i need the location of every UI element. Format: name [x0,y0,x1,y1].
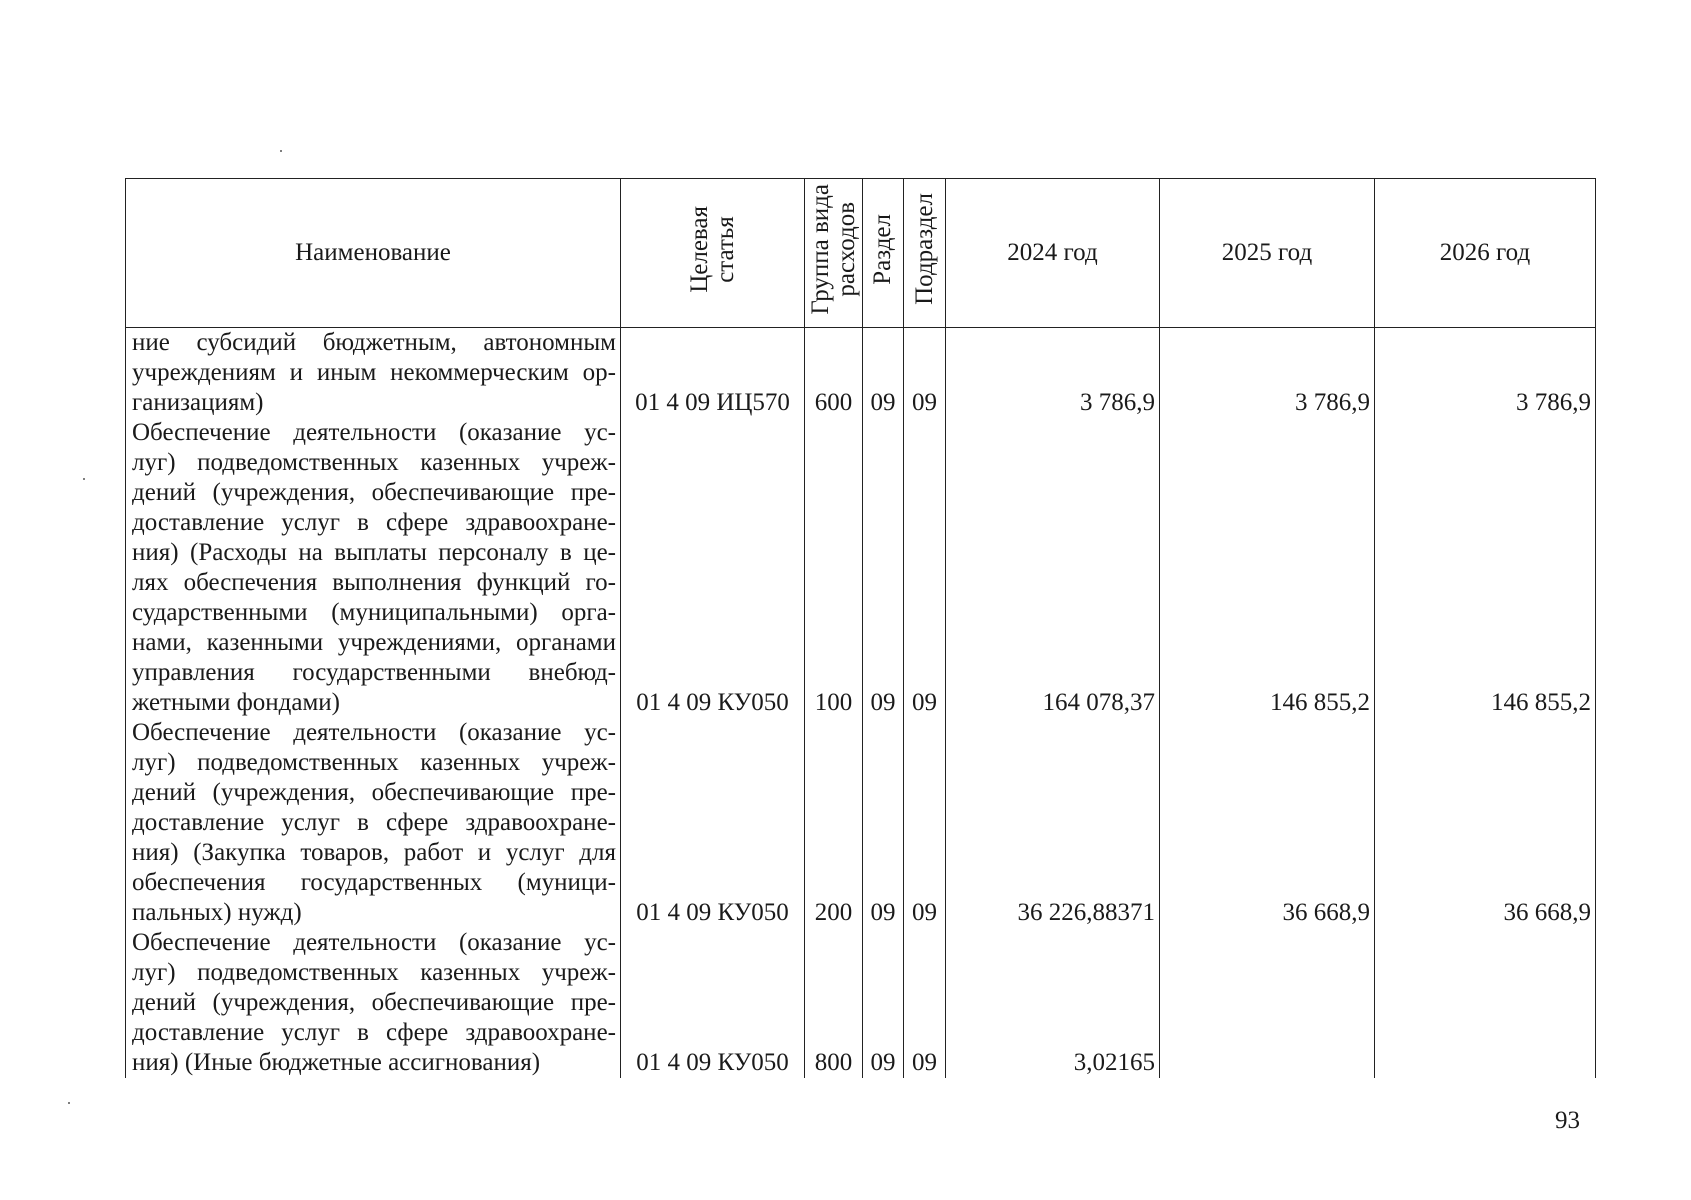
row-section: 09 [863,928,904,1078]
budget-table [125,178,1596,1078]
header-expense-group-label: Группа вида расходов [806,183,860,315]
header-name-label: Наименование [295,239,451,266]
row-section: 09 [863,328,904,419]
header-year-2025 [1160,179,1375,328]
header-expense-group [805,179,863,328]
page-number: 93 [1555,1107,1580,1134]
row-target-article: 01 4 09 КУ050 [621,418,805,718]
row-expense-group: 800 [805,928,863,1078]
row-subsection: 09 [904,418,946,718]
header-year-2024-label: 2024 год [1007,239,1098,266]
row-value-2025: 146 855,2 [1160,418,1375,718]
table-row [126,418,1596,718]
row-name: Обеспечение деятельности (оказание ус- луг) подведомственных казенных учреж- дений (учреждения, обеспечивающие пре- доставление услуг в сфере здравоохране- ния) (Закупка товаров, работ и услуг для обеспечения государственных (муници- пальных) нужд) [126,718,621,928]
row-value-2026: 3 786,9 [1375,328,1596,419]
row-value-2026: 146 855,2 [1375,418,1596,718]
row-value-2024: 36 226,88371 [946,718,1160,928]
row-target-article: 01 4 09 КУ050 [621,928,805,1078]
row-subsection: 09 [904,718,946,928]
row-name: Обеспечение деятельности (оказание ус- луг) подведомственных казенных учреж- дений (учреждения, обеспечивающие пре- доставление услуг в сфере здравоохране- ния) (Иные бюджетные ассигнования) [126,928,621,1078]
header-name [126,179,621,328]
row-section: 09 [863,718,904,928]
row-expense-group: 600 [805,328,863,419]
header-section [863,179,904,328]
row-value-2024: 3 786,9 [946,328,1160,419]
budget-table-container [125,178,1595,1078]
row-expense-group: 200 [805,718,863,928]
scan-speck [68,1102,70,1104]
row-value-2025 [1160,928,1375,1078]
row-value-2024: 164 078,37 [946,418,1160,718]
row-value-2025: 3 786,9 [1160,328,1375,419]
row-value-2024: 3,02165 [946,928,1160,1078]
row-subsection: 09 [904,928,946,1078]
row-value-2025: 36 668,9 [1160,718,1375,928]
header-subsection [904,179,946,328]
header-year-2025-label: 2025 год [1221,239,1313,266]
row-target-article: 01 4 09 ИЦ570 [621,328,805,419]
scan-speck [280,150,282,152]
table-header-row [126,179,1596,328]
scan-speck [83,478,85,480]
header-year-2026 [1375,179,1596,328]
header-year-2026-label: 2026 год [1439,239,1531,266]
row-subsection: 09 [904,328,946,419]
row-expense-group: 100 [805,418,863,718]
header-subsection-label: Подраздел [910,193,938,305]
table-row [126,718,1596,928]
row-name: ние субсидий бюджетным, автономным учреждениям и иным некоммерческим ор- ганизациям) [126,328,621,419]
row-value-2026: 36 668,9 [1375,718,1596,928]
row-target-article: 01 4 09 КУ050 [621,718,805,928]
table-row [126,328,1596,419]
table-row [126,928,1596,1078]
row-value-2026 [1375,928,1596,1078]
row-name: Обеспечение деятельности (оказание ус- луг) подведомственных казенных учреж- дений (учреждения, обеспечивающие пре- доставление услуг в сфере здравоохране- ния) (Расходы на выплаты персоналу в це- лях обеспечения выполнения функций го- сударственными (муниципальными) орга- нами, казенными учреждениями, органами управления государственными внебюд- жетными фондами) [126,418,621,718]
header-target-article-label: Целевая статья [685,205,739,293]
header-section-label: Раздел [869,213,896,285]
header-year-2024 [946,179,1160,328]
header-target-article [621,179,805,328]
row-section: 09 [863,418,904,718]
